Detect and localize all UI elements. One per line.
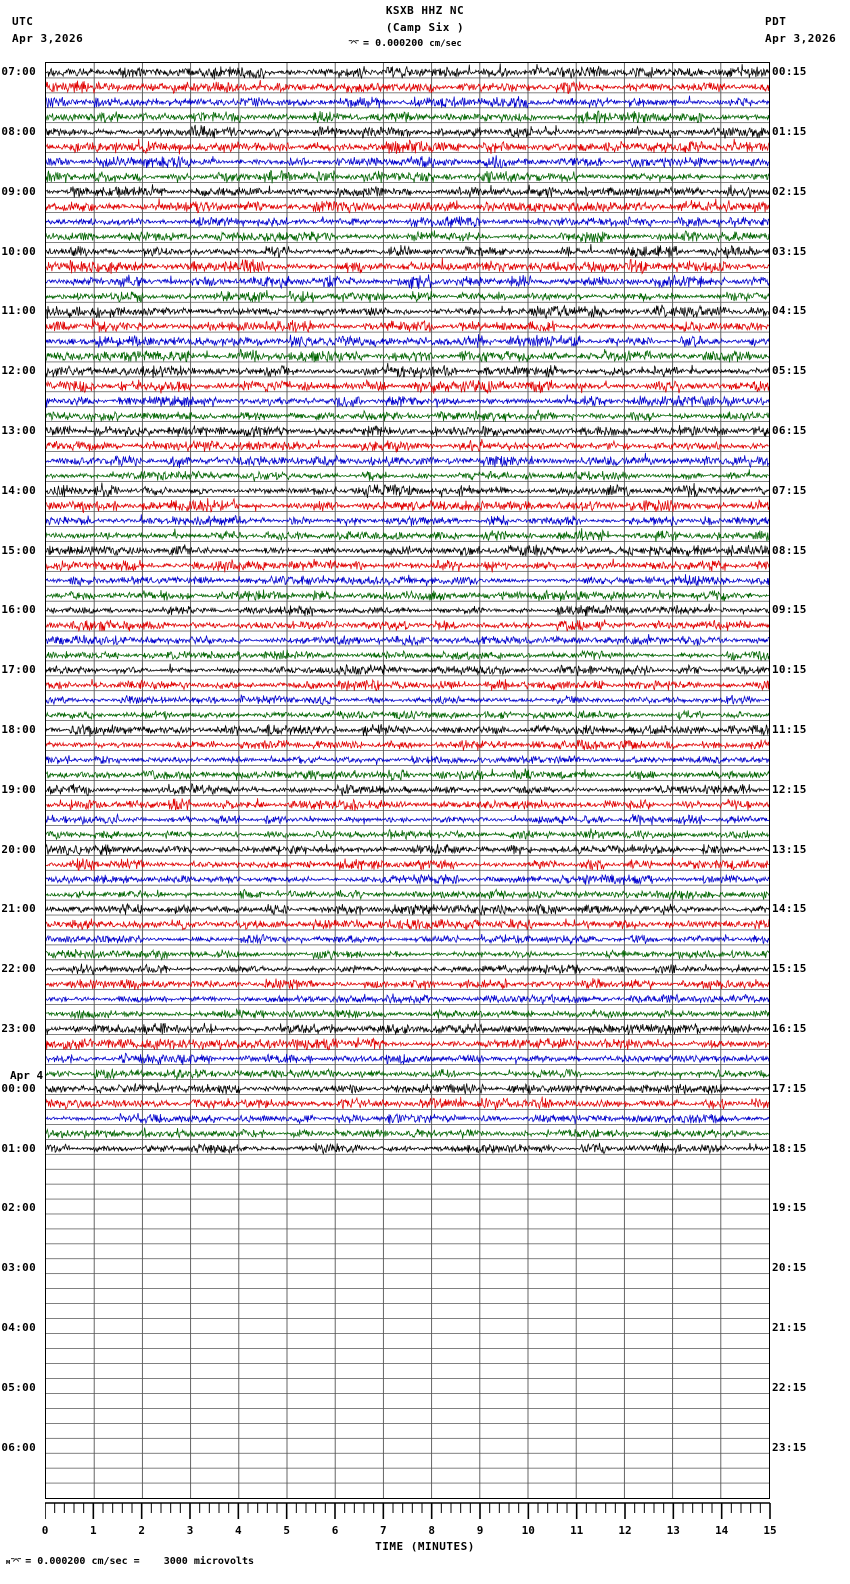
x-tick-label-8: 8: [428, 1524, 435, 1537]
x-tick-label-14: 14: [715, 1524, 729, 1537]
utc-hour-label-9: 16:00: [1, 603, 36, 617]
pdt-hour-label-20: 20:15: [772, 1261, 807, 1275]
pdt-hour-label-23: 23:15: [772, 1440, 807, 1454]
utc-hour-label-15: 22:00: [1, 962, 36, 976]
utc-hour-label-10: 17:00: [1, 663, 36, 677]
pdt-hour-label-13: 13:15: [772, 842, 807, 856]
x-tick-label-11: 11: [570, 1524, 584, 1537]
utc-hour-label-22: 05:00: [1, 1380, 36, 1394]
x-tick-label-0: 0: [41, 1524, 49, 1537]
utc-hour-label-1: 08:00: [1, 125, 36, 139]
x-axis-tick-labels: [0, 1524, 850, 1540]
pdt-hour-label-22: 22:15: [772, 1380, 807, 1394]
pdt-hour-label-18: 18:15: [772, 1141, 807, 1155]
pdt-hour-label-9: 09:15: [772, 603, 807, 617]
x-tick-label-9: 9: [476, 1524, 484, 1537]
pdt-hour-label-15: 15:15: [772, 962, 807, 976]
utc-hour-label-0: 07:00: [1, 65, 36, 79]
utc-hour-label-2: 09:00: [1, 184, 36, 198]
pdt-hour-label-19: 19:15: [772, 1201, 807, 1215]
pdt-hour-label-11: 11:15: [772, 723, 807, 736]
utc-hour-label-21: 04:00: [1, 1320, 36, 1334]
x-tick-label-3: 3: [186, 1524, 194, 1537]
utc-hour-label-6: 13:00: [1, 424, 36, 437]
x-tick-label-6: 6: [331, 1524, 339, 1537]
utc-date-label: Apr 3,2026: [12, 32, 84, 45]
utc-hour-label-18: 01:00: [1, 1141, 36, 1155]
scale-unit: cm/sec: [429, 39, 462, 49]
footer-text: = 0.000200 cm/sec = 3000 microvolts: [25, 1556, 255, 1567]
utc-timezone-label: UTC: [12, 15, 34, 28]
pdt-hour-label-7: 07:15: [772, 483, 807, 497]
pdt-hour-label-2: 02:15: [772, 184, 807, 198]
x-tick-label-7: 7: [379, 1524, 387, 1537]
pdt-hour-label-6: 06:15: [772, 424, 807, 437]
utc-hour-label-14: 21:00: [1, 902, 36, 916]
pdt-hour-label-4: 04:15: [772, 304, 807, 318]
station-title: KSXB HHZ NC: [385, 4, 465, 17]
pdt-hour-label-8: 08:15: [772, 543, 807, 557]
scale-equals: =: [363, 38, 370, 49]
x-axis-title: TIME (MINUTES): [375, 1540, 475, 1553]
footer-prefix: м: [6, 1558, 11, 1566]
pdt-hour-label-10: 10:15: [772, 663, 807, 677]
utc-hour-label-13: 20:00: [1, 842, 36, 856]
x-tick-label-4: 4: [234, 1524, 242, 1537]
utc-hour-label-23: 06:00: [1, 1440, 36, 1454]
pdt-hour-label-21: 21:15: [772, 1320, 807, 1334]
x-axis-ticks: [45, 1499, 771, 1525]
utc-hour-label-16: 23:00: [1, 1021, 36, 1035]
utc-hour-label-11: 18:00: [1, 723, 36, 736]
utc-hour-label-4: 11:00: [1, 304, 36, 318]
pdt-hour-label-16: 16:15: [772, 1021, 807, 1035]
x-tick-label-5: 5: [283, 1524, 290, 1537]
x-tick-label-15: 15: [763, 1524, 777, 1537]
pdt-hour-label-0: 00:15: [772, 65, 807, 79]
x-tick-label-12: 12: [618, 1524, 632, 1537]
x-tick-label-1: 1: [89, 1524, 97, 1537]
pdt-date-label: Apr 3,2026: [765, 32, 837, 45]
amplitude-scale-legend: [348, 38, 462, 49]
utc-hour-label-19: 02:00: [1, 1201, 36, 1215]
i-beam-scale-icon-footer: ⌤: [10, 1556, 22, 1567]
utc-hour-label-7: 14:00: [1, 483, 36, 497]
utc-hour-label-20: 03:00: [1, 1261, 36, 1275]
station-name: (Camp Six ): [385, 21, 465, 34]
utc-hour-label-5: 12:00: [1, 364, 36, 378]
i-beam-scale-icon: ⌤: [348, 38, 360, 49]
utc-hour-label-17: 00:00: [1, 1081, 36, 1095]
seismogram-plot[interactable]: [45, 62, 770, 1499]
pdt-hour-label-12: 12:15: [772, 782, 807, 796]
pdt-hour-label-14: 14:15: [772, 902, 807, 916]
x-tick-label-10: 10: [521, 1524, 535, 1537]
utc-hour-label-12: 19:00: [1, 782, 36, 796]
x-tick-label-13: 13: [666, 1524, 680, 1537]
day-change-marker: Apr 4: [10, 1068, 44, 1082]
pdt-timezone-label: PDT: [765, 15, 787, 28]
pdt-hour-label-5: 05:15: [772, 364, 807, 378]
utc-hour-label-3: 10:00: [1, 244, 36, 258]
scale-value: 0.000200: [375, 38, 424, 49]
pdt-hour-label-1: 01:15: [772, 125, 807, 139]
pdt-hour-label-17: 17:15: [772, 1081, 807, 1095]
pdt-hour-label-3: 03:15: [772, 244, 807, 258]
footer-scale-note: [6, 1556, 254, 1567]
x-tick-label-2: 2: [138, 1524, 145, 1537]
utc-hour-label-8: 15:00: [1, 543, 36, 557]
